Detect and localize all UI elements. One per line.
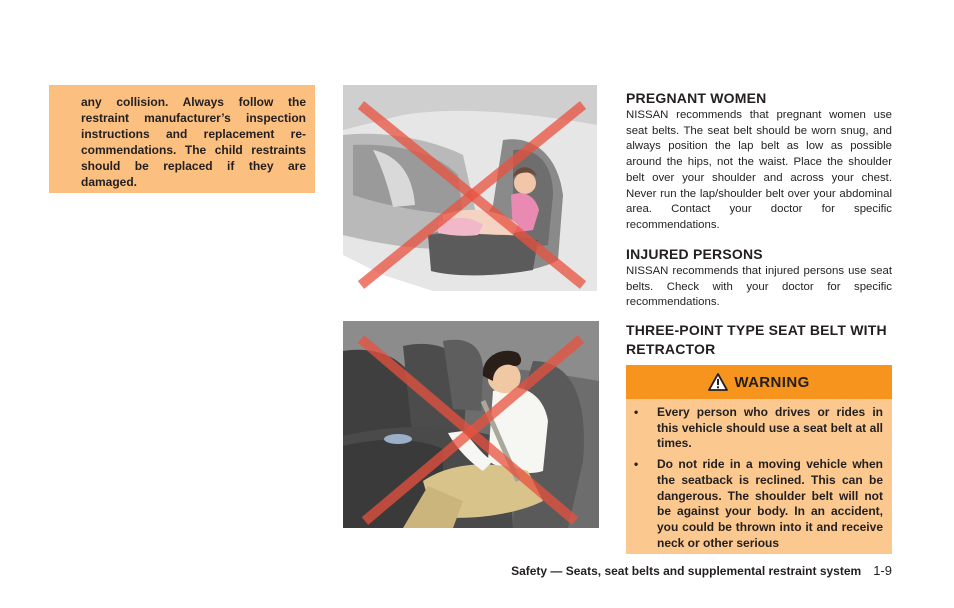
bullet-icon: • <box>634 405 639 419</box>
warning-triangle-icon <box>708 373 728 391</box>
footer-chapter: Safety — Seats, seat belts and supplemental restraint system <box>511 564 862 578</box>
injured-persons-body: NISSAN recommends that injured persons use seat belts. Check with your doctor for specific recommendations. <box>626 265 892 309</box>
pregnant-women-section <box>626 89 892 234</box>
adult-reclined-crossed-illustration <box>343 321 599 528</box>
warning-box <box>626 365 892 554</box>
three-point-belt-section <box>626 321 892 359</box>
bullet-icon: • <box>634 457 639 472</box>
rear-seat-adult-x-figure <box>343 321 599 528</box>
child-restraint-x-figure <box>343 85 597 291</box>
pregnant-women-body: NISSAN recommends that pregnant women use seat belts. The seat belt should be worn snug, and always position the lap belt as low as possible around the hips, not the waist. Place the shoulder belt over your shoulder and across your chest. Never run the lap/shoulder belt over your abdominal area. Contact your doctor for specific recommendations. <box>626 109 892 231</box>
warning-item <box>634 405 883 452</box>
continued-warning-box <box>49 85 315 193</box>
warning-header <box>626 365 892 399</box>
child-seat-crossed-illustration <box>343 85 597 291</box>
injured-persons-section <box>626 245 892 311</box>
warning-item <box>634 457 883 551</box>
page-footer <box>460 563 892 578</box>
injured-persons-heading: INJURED PERSONS <box>626 246 763 262</box>
warning-title: WARNING <box>734 373 810 391</box>
warning-item-text: Do not ride in a moving vehicle when the seatback is reclined. This can be dangerous. The shoulder belt will not be against your body. In an accident, you could be thrown into it and receive neck or other serious <box>657 457 883 550</box>
pregnant-women-heading: PREGNANT WOMEN <box>626 90 767 106</box>
page-number: 1-9 <box>873 563 892 578</box>
three-point-belt-heading: THREE-POINT TYPE SEAT BELT WITH RETRACTOR <box>626 322 887 357</box>
warning-item-text: Every person who drives or rides in this vehicle should use a seat belt at all times. <box>657 405 883 451</box>
warning-list <box>626 399 892 551</box>
continued-warning-text: any collision. Always follow the restraint manufacturer’s inspection instructions and replacement re-commendations. The child restraints should be replaced if they are damaged. <box>81 95 306 189</box>
